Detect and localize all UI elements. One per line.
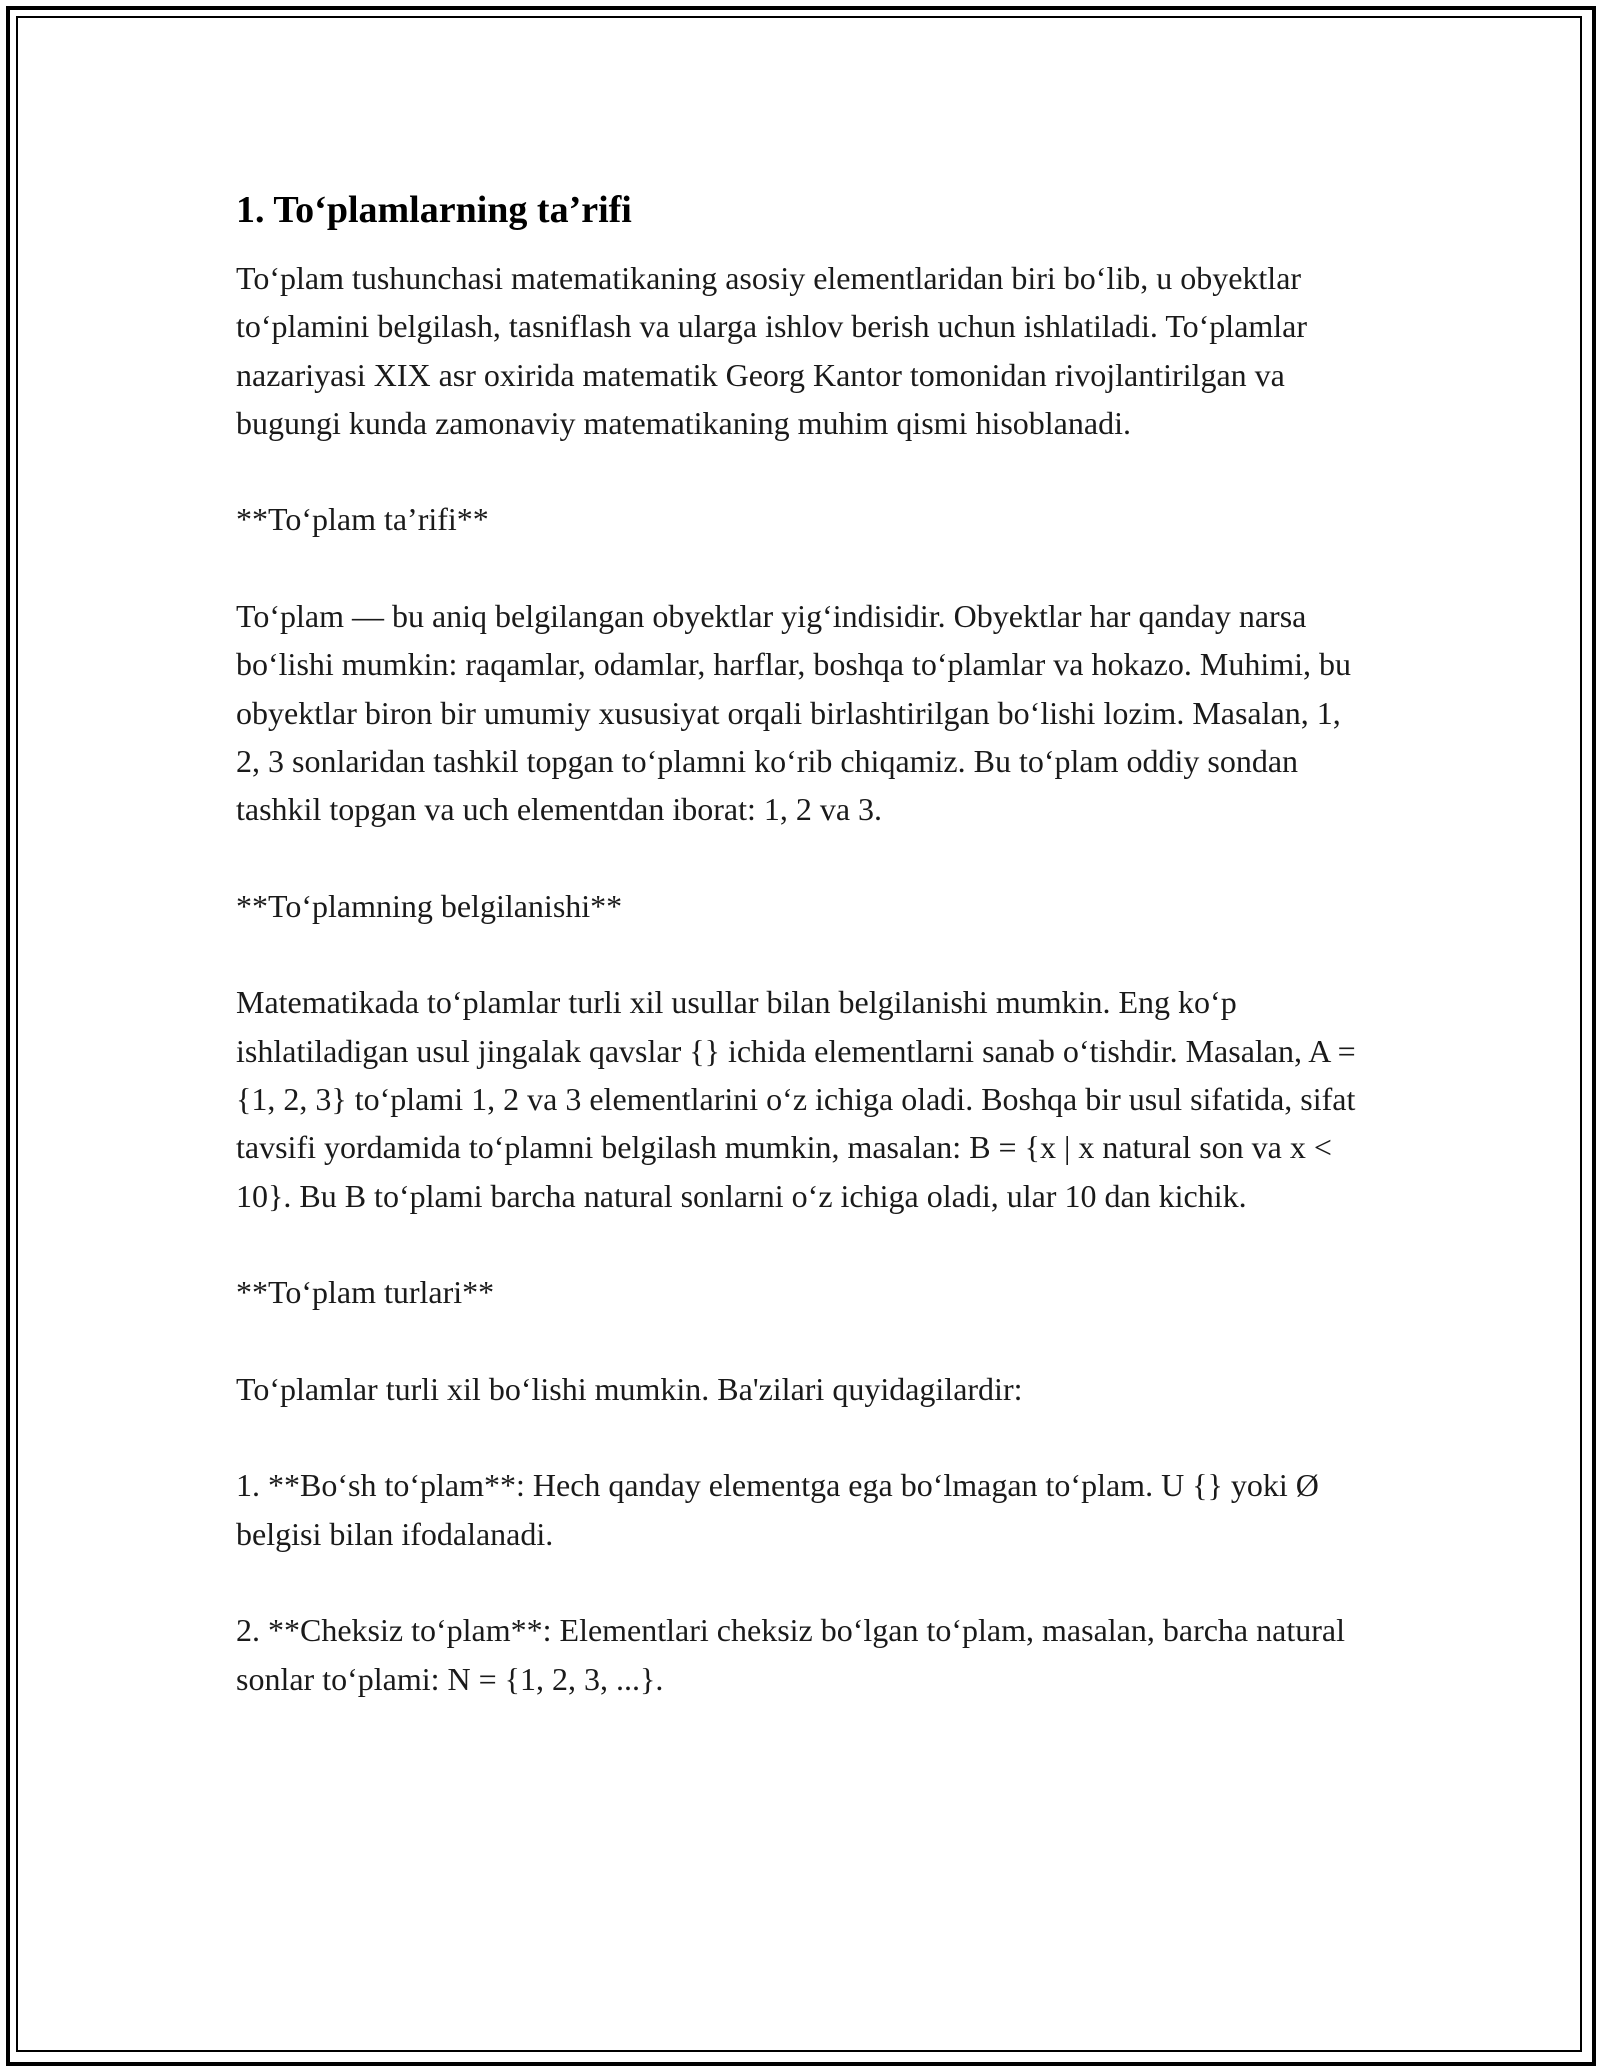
definition-paragraph: To‘plam — bu aniq belgilangan obyektlar yig‘indisidir. Obyektlar har qanday narsa bo‘lishi mumkin: raqamlar, odamlar, harflar, boshqa to‘plamlar va hokazo. Muhimi, bu obyektlar biron bir umumiy xususiyat orqali birlashtirilgan bo‘lishi lozim. Masalan, 1, 2, 3 sonlaridan tashkil topgan to‘plamni ko‘rib chiqamiz. Bu to‘plam oddiy sondan tashkil topgan va uch elementdan iborat: 1, 2 va 3. — [236, 598, 1351, 828]
subheading-definition: **To‘plam ta’rifi** — [236, 501, 489, 538]
document-page — [236, 186, 1366, 1751]
notation-paragraph: Matematikada to‘plamlar turli xil usullar bilan belgilanishi mumkin. Eng ko‘p ishlatiladigan usul jingalak qavslar {} ichida elementlarni sanab o‘tishdir. Masalan, A = {1, 2, 3} to‘plami 1, 2 va 3 elementlarini o‘z ichiga oladi. Boshqa bir usul sifatida, sifat tavsifi yordamida to‘plamni belgilash mumkin, masalan: B = {x | x natural son va x < 10}. Bu B to‘plami barcha natural sonlarni o‘z ichiga oladi, ular 10 dan kichik. — [236, 984, 1356, 1214]
subheading-notation: **To‘plamning belgilanishi** — [236, 887, 623, 924]
intro-paragraph: To‘plam tushunchasi matematikaning asosiy elementlaridan biri bo‘lib, u obyektlar to‘plamini belgilash, tasniflash va ularga ishlov berish uchun ishlatiladi. To‘plamlar nazariyasi XIX asr oxirida matematik Georg Kantor tomonidan rivojlantirilgan va bugungi kunda zamonaviy matematikaning muhim qismi hisoblanadi. — [236, 260, 1308, 441]
types-intro-paragraph: To‘plamlar turli xil bo‘lishi mumkin. Ba'zilari quyidagilardir: — [236, 1370, 1023, 1407]
list-item-infinite-set: 2. **Cheksiz to‘plam**: Elementlari cheksiz bo‘lgan to‘plam, masalan, barcha natural sonlar to‘plami: N = {1, 2, 3, ...}. — [236, 1612, 1345, 1697]
section-heading: 1. To‘plamlarning ta’rifi — [236, 189, 632, 231]
list-item-empty-set: 1. **Bo‘sh to‘plam**: Hech qanday elementga ega bo‘lmagan to‘plam. U {} yoki Ø belgisi bilan ifodalanadi. — [236, 1467, 1319, 1552]
subheading-types: **To‘plam turlari** — [236, 1274, 495, 1311]
